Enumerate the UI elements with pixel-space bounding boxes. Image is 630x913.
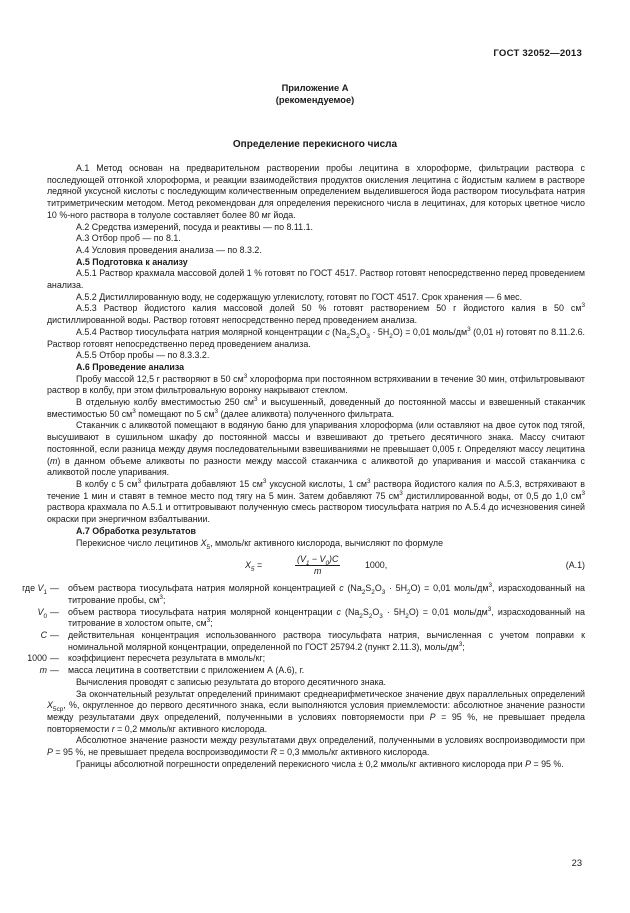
- paragraph-a6-1: Пробу массой 12,5 г растворяют в 50 $см^3$ хлороформа при постоянном встряхивании в течение 30 мин, отфильтровывают раствор в колбу, при этом фильтровальную воронку накрывают стеклом.: [47, 372, 585, 396]
- paragraph-a4: А.4 Условия проведения анализа — по 8.3.2.: [76, 244, 262, 255]
- paragraph-reproducibility: Абсолютное значение разности между результатами двух определений, полученными в условиях воспроизводимости при P = 95 %, не превышает предела воспроизводимости R = 0,3 ммоль/кг активного кислорода.: [47, 735, 585, 758]
- paragraph-a6-3: Стаканчик с аликвотой помещают в водяную баню для упаривания хлороформа (или оставляют на двое суток под тягой, высушивают в сушильном шкафу до постоянной массы и взвешивают до третьего десятичного знака. Массу считают постоянной, если разница между двумя последовательными взвешиваниями не превышает 0,005 г. Определяют массу лецитина (m) в данном объеме аликвоты по разности между массой стаканчика с аликвотой до упаривания и массой стаканчика с аликвотой после упаривания.: [47, 420, 585, 478]
- paragraph-a5-2: А.5.2 Дистиллированную воду, не содержащую углекислоту, готовят по ГОСТ 4517. Срок хранения — 6 мес.: [76, 291, 523, 302]
- paragraph-a3: А.3 Отбор проб — по 8.1.: [76, 233, 181, 244]
- paragraph-a5-1: А.5.1 Раствор крахмала массовой долей 1 % готовят по ГОСТ 4517. Раствор готовят непосредственно перед проведением анализа.: [47, 268, 585, 291]
- paragraph-a5-4: А.5.4 Раствор тиосульфата натрия молярной концентрации c $(Na_2S_2O_3 \cdot 5H_2O) = 0,01$ моль/$дм^3$ (0,01 н) готовят по 8.11.2.6. Раствор готовят непосредственно перед проведением анализа.: [47, 325, 586, 349]
- page-number: 23: [571, 858, 582, 868]
- heading-a6: А.6 Проведение анализа: [76, 361, 185, 372]
- heading-a5: А.5 Подготовка к анализу: [76, 256, 188, 267]
- formula-denominator: m: [314, 566, 322, 577]
- heading-a7: А.7 Обработка результатов: [76, 525, 196, 536]
- section-title: Определение перекисного числа: [232, 139, 398, 150]
- paragraph-a2: А.2 Средства измерений, посуда и реактивы — по 8.11.1.: [76, 221, 313, 232]
- paragraph-a1: А.1 Метод основан на предварительном растворении пробы лецитина в хлороформе, фильтрации раствора с последующей отгонкой хлороформа, и реакции взаимодействия продуктов окисления лецитина с йодистым калием в растворе ледяной уксусной кислоты с последующим количественным определением выделившегося йода раствором тиосульфата натрия титриметрическим методом. Метод рекомендован для определения перекисного числа в лецитинах, для которых цветное число 10 %-ного раствора в толуоле составляет более 80 мг йода.: [47, 163, 585, 220]
- paragraph-final-result: За окончательный результат определений принимают среднеарифметическое значение двух параллельных определений $X_{5ср}$, %, округленное до первого десятичного знака, если выполняются условия приемлемости: абсолютное значение разности между результатами двух определений, полученными в условиях повторяемости при P = 95 %, не превышает предела повторяемости r = 0,2 ммоль/кг активного кислорода.: [47, 688, 585, 734]
- definition-m: m — масса лецитина в соответствии с приложением А (А.6), г.: [39, 665, 305, 676]
- paragraph-a6-4: В колбу с 5 $см^3$ фильтрата добавляют 15 $см^3$ уксусной кислоты, 1 $см^3$ раствора йодистого калия по А.5.3, встряхивают в течение 1 мин и ставят в темное место под тягу на 5 мин. Затем добавляют 75 $см^3$ дистиллированной воды, от 0,5 до 1,0 $см^3$ раствора крахмала по А.5.1 и оттитровывают полученную смесь раствором тиосульфата натрия по А.5.4 до исчезновения синей окраски при энергичном взбалтывании.: [47, 478, 586, 525]
- formula-rhs: 1000,: [365, 560, 388, 571]
- formula-a1: [47, 551, 585, 581]
- appendix-heading: [0, 82, 630, 106]
- paragraph-a5-5: А.5.5 Отбор пробы — по 8.3.3.2.: [76, 350, 210, 361]
- paragraph-error-bounds: Границы абсолютной погрешности определений перекисного числа ± 0,2 ммоль/кг активного кислорода при P = 95 %.: [76, 758, 564, 769]
- definition-c: C — действительная концентрация использованного раствора тиосульфата натрия, вычисленная с учетом поправки к номинальной молярной концентрации, определенной по ГОСТ 25794.2 (пункт 2.11.3), моль/$дм^3$;: [40, 630, 585, 652]
- symbol-definitions: [0, 583, 585, 677]
- paragraph-rounding: Вычисления проводят с записью результата до второго десятичного знака.: [76, 676, 387, 687]
- paragraph-a5-3: А.5.3 Раствор йодистого калия массовой долей 50 % готовят растворением 50 г йодистого калия в 50 $см^3$ дистиллированной воды. Раствор готовят непосредственно перед проведением анализа.: [47, 302, 585, 326]
- paragraph-a6-2: В отдельную колбу вместимостью 250 $см^3$ и высушенный, доведенный до постоянной массы и взвешенный стаканчик вместимостью 50 $см^3$ помещают по 5 $см^3$ (далее аликвота) полученного фильтрата.: [47, 396, 585, 419]
- appendix-label: Приложение А: [281, 83, 349, 93]
- formula-lhs: $X_5$ =: [245, 560, 263, 573]
- definition-v0: $V_0$ — объем раствора тиосульфата натрия молярной концентрации c $(Na_2S_2O_3 \cdot 5H_2O) = 0,01$ моль/$дм^3$, израсходованный на титрование в холостом опыте, $см^3$;: [37, 605, 585, 629]
- definition-1000: 1000 — коэффициент пересчета результата в ммоль/кг;: [27, 653, 266, 664]
- formula-fraction: [295, 554, 340, 577]
- definition-v1: где $V_1$ — объем раствора тиосульфата натрия молярной концентрацией c $(Na_2S_2O_3 \cdot 5H_2O) = 0,01$ моль/$дм^3$, израсходованный на титрование пробы, $см^3$;: [22, 582, 585, 605]
- formula-number: (А.1): [565, 560, 585, 571]
- appendix-kind: (рекомендуемое): [275, 95, 355, 105]
- document-body: [22, 163, 586, 770]
- document-header: ГОСТ 32052—2013: [493, 48, 582, 59]
- paragraph-a7-intro: Перекисное число лецитинов $X_5$, ммоль/кг активного кислорода, вычисляют по формуле: [76, 537, 444, 551]
- formula-numerator: $(V_1 - V_0)C$: [297, 554, 339, 567]
